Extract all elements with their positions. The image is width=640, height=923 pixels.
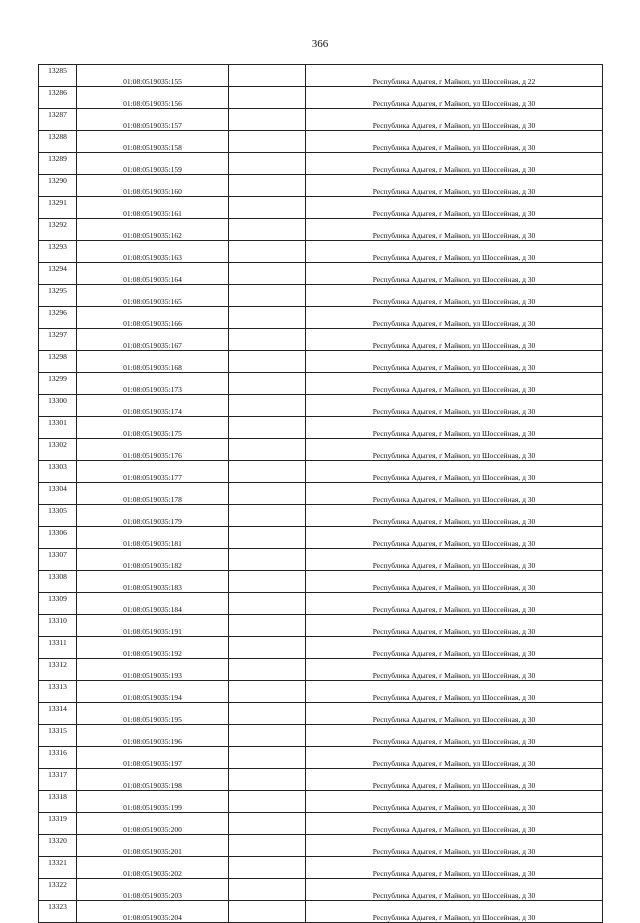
registry-table <box>38 64 603 923</box>
empty-cell <box>229 329 306 351</box>
cadastral-number-cell: 01:08:0519035:177 <box>77 461 229 483</box>
empty-cell <box>229 439 306 461</box>
address-cell: Республика Адыгея, г Майкоп, ул Шоссейная, д 30 <box>306 857 603 879</box>
empty-cell <box>229 395 306 417</box>
row-number-cell: 13312 <box>39 659 77 681</box>
empty-cell <box>229 285 306 307</box>
table-row <box>39 329 603 351</box>
row-number-cell: 13291 <box>39 197 77 219</box>
row-number-cell: 13311 <box>39 637 77 659</box>
cadastral-number-cell: 01:08:0519035:194 <box>77 681 229 703</box>
empty-cell <box>229 307 306 329</box>
address-cell: Республика Адыгея, г Майкоп, ул Шоссейная, д 30 <box>306 329 603 351</box>
row-number-cell: 13304 <box>39 483 77 505</box>
cadastral-number-cell: 01:08:0519035:166 <box>77 307 229 329</box>
empty-cell <box>229 593 306 615</box>
empty-cell <box>229 571 306 593</box>
empty-cell <box>229 131 306 153</box>
address-cell: Республика Адыгея, г Майкоп, ул Шоссейная, д 30 <box>306 615 603 637</box>
empty-cell <box>229 681 306 703</box>
cadastral-number-cell: 01:08:0519035:191 <box>77 615 229 637</box>
address-cell: Республика Адыгея, г Майкоп, ул Шоссейная, д 30 <box>306 483 603 505</box>
row-number-cell: 13315 <box>39 725 77 747</box>
cadastral-number-cell: 01:08:0519035:163 <box>77 241 229 263</box>
table-row <box>39 571 603 593</box>
table-row <box>39 241 603 263</box>
table-row <box>39 593 603 615</box>
table-row <box>39 153 603 175</box>
empty-cell <box>229 175 306 197</box>
row-number-cell: 13318 <box>39 791 77 813</box>
address-cell: Республика Адыгея, г Майкоп, ул Шоссейная, д 30 <box>306 439 603 461</box>
table-row <box>39 769 603 791</box>
cadastral-number-cell: 01:08:0519035:193 <box>77 659 229 681</box>
cadastral-number-cell: 01:08:0519035:182 <box>77 549 229 571</box>
row-number-cell: 13308 <box>39 571 77 593</box>
cadastral-number-cell: 01:08:0519035:157 <box>77 109 229 131</box>
row-number-cell: 13316 <box>39 747 77 769</box>
empty-cell <box>229 373 306 395</box>
empty-cell <box>229 241 306 263</box>
table-row <box>39 87 603 109</box>
address-cell: Республика Адыгея, г Майкоп, ул Шоссейная, д 30 <box>306 197 603 219</box>
table-row <box>39 791 603 813</box>
table-row <box>39 65 603 87</box>
row-number-cell: 13320 <box>39 835 77 857</box>
empty-cell <box>229 109 306 131</box>
address-cell: Республика Адыгея, г Майкоп, ул Шоссейная, д 30 <box>306 417 603 439</box>
cadastral-number-cell: 01:08:0519035:204 <box>77 901 229 923</box>
table-row <box>39 417 603 439</box>
address-cell: Республика Адыгея, г Майкоп, ул Шоссейная, д 30 <box>306 571 603 593</box>
row-number-cell: 13288 <box>39 131 77 153</box>
row-number-cell: 13302 <box>39 439 77 461</box>
empty-cell <box>229 505 306 527</box>
address-cell: Республика Адыгея, г Майкоп, ул Шоссейная, д 30 <box>306 879 603 901</box>
empty-cell <box>229 879 306 901</box>
empty-cell <box>229 153 306 175</box>
address-cell: Республика Адыгея, г Майкоп, ул Шоссейная, д 30 <box>306 373 603 395</box>
registry-table-body <box>39 65 603 923</box>
row-number-cell: 13307 <box>39 549 77 571</box>
address-cell: Республика Адыгея, г Майкоп, ул Шоссейная, д 30 <box>306 791 603 813</box>
address-cell: Республика Адыгея, г Майкоп, ул Шоссейная, д 30 <box>306 659 603 681</box>
cadastral-number-cell: 01:08:0519035:168 <box>77 351 229 373</box>
cadastral-number-cell: 01:08:0519035:156 <box>77 87 229 109</box>
table-row <box>39 857 603 879</box>
row-number-cell: 13289 <box>39 153 77 175</box>
table-row <box>39 505 603 527</box>
address-cell: Республика Адыгея, г Майкоп, ул Шоссейная, д 30 <box>306 901 603 923</box>
empty-cell <box>229 461 306 483</box>
cadastral-number-cell: 01:08:0519035:198 <box>77 769 229 791</box>
table-row <box>39 461 603 483</box>
table-row <box>39 637 603 659</box>
cadastral-number-cell: 01:08:0519035:195 <box>77 703 229 725</box>
cadastral-number-cell: 01:08:0519035:200 <box>77 813 229 835</box>
row-number-cell: 13286 <box>39 87 77 109</box>
row-number-cell: 13292 <box>39 219 77 241</box>
address-cell: Республика Адыгея, г Майкоп, ул Шоссейная, д 30 <box>306 285 603 307</box>
row-number-cell: 13303 <box>39 461 77 483</box>
table-row <box>39 131 603 153</box>
address-cell: Республика Адыгея, г Майкоп, ул Шоссейная, д 22 <box>306 65 603 87</box>
address-cell: Республика Адыгея, г Майкоп, ул Шоссейная, д 30 <box>306 263 603 285</box>
empty-cell <box>229 725 306 747</box>
address-cell: Республика Адыгея, г Майкоп, ул Шоссейная, д 30 <box>306 813 603 835</box>
address-cell: Республика Адыгея, г Майкоп, ул Шоссейная, д 30 <box>306 109 603 131</box>
row-number-cell: 13297 <box>39 329 77 351</box>
address-cell: Республика Адыгея, г Майкоп, ул Шоссейная, д 30 <box>306 549 603 571</box>
cadastral-number-cell: 01:08:0519035:178 <box>77 483 229 505</box>
page-number: 366 <box>311 38 329 50</box>
address-cell: Республика Адыгея, г Майкоп, ул Шоссейная, д 30 <box>306 725 603 747</box>
table-row <box>39 439 603 461</box>
row-number-cell: 13322 <box>39 879 77 901</box>
table-row <box>39 681 603 703</box>
table-row <box>39 197 603 219</box>
table-row <box>39 219 603 241</box>
cadastral-number-cell: 01:08:0519035:203 <box>77 879 229 901</box>
row-number-cell: 13293 <box>39 241 77 263</box>
cadastral-number-cell: 01:08:0519035:167 <box>77 329 229 351</box>
cadastral-number-cell: 01:08:0519035:161 <box>77 197 229 219</box>
row-number-cell: 13305 <box>39 505 77 527</box>
address-cell: Республика Адыгея, г Майкоп, ул Шоссейная, д 30 <box>306 593 603 615</box>
row-number-cell: 13321 <box>39 857 77 879</box>
cadastral-number-cell: 01:08:0519035:175 <box>77 417 229 439</box>
cadastral-number-cell: 01:08:0519035:199 <box>77 791 229 813</box>
row-number-cell: 13313 <box>39 681 77 703</box>
address-cell: Республика Адыгея, г Майкоп, ул Шоссейная, д 30 <box>306 175 603 197</box>
table-row <box>39 703 603 725</box>
empty-cell <box>229 197 306 219</box>
cadastral-number-cell: 01:08:0519035:201 <box>77 835 229 857</box>
table-row <box>39 351 603 373</box>
row-number-cell: 13301 <box>39 417 77 439</box>
empty-cell <box>229 637 306 659</box>
address-cell: Республика Адыгея, г Майкоп, ул Шоссейная, д 30 <box>306 637 603 659</box>
table-row <box>39 747 603 769</box>
empty-cell <box>229 615 306 637</box>
row-number-cell: 13299 <box>39 373 77 395</box>
table-row <box>39 615 603 637</box>
table-row <box>39 307 603 329</box>
table-row <box>39 725 603 747</box>
address-cell: Республика Адыгея, г Майкоп, ул Шоссейная, д 30 <box>306 395 603 417</box>
row-number-cell: 13310 <box>39 615 77 637</box>
row-number-cell: 13295 <box>39 285 77 307</box>
table-row <box>39 549 603 571</box>
empty-cell <box>229 87 306 109</box>
empty-cell <box>229 263 306 285</box>
empty-cell <box>229 417 306 439</box>
address-cell: Республика Адыгея, г Майкоп, ул Шоссейная, д 30 <box>306 835 603 857</box>
cadastral-number-cell: 01:08:0519035:183 <box>77 571 229 593</box>
address-cell: Республика Адыгея, г Майкоп, ул Шоссейная, д 30 <box>306 153 603 175</box>
empty-cell <box>229 527 306 549</box>
row-number-cell: 13285 <box>39 65 77 87</box>
row-number-cell: 13294 <box>39 263 77 285</box>
address-cell: Республика Адыгея, г Майкоп, ул Шоссейная, д 30 <box>306 87 603 109</box>
address-cell: Республика Адыгея, г Майкоп, ул Шоссейная, д 30 <box>306 219 603 241</box>
row-number-cell: 13287 <box>39 109 77 131</box>
row-number-cell: 13296 <box>39 307 77 329</box>
cadastral-number-cell: 01:08:0519035:159 <box>77 153 229 175</box>
empty-cell <box>229 835 306 857</box>
empty-cell <box>229 65 306 87</box>
address-cell: Республика Адыгея, г Майкоп, ул Шоссейная, д 30 <box>306 131 603 153</box>
address-cell: Республика Адыгея, г Майкоп, ул Шоссейная, д 30 <box>306 307 603 329</box>
table-row <box>39 175 603 197</box>
cadastral-number-cell: 01:08:0519035:192 <box>77 637 229 659</box>
empty-cell <box>229 483 306 505</box>
table-row <box>39 395 603 417</box>
table-row <box>39 901 603 923</box>
address-cell: Республика Адыгея, г Майкоп, ул Шоссейная, д 30 <box>306 351 603 373</box>
cadastral-number-cell: 01:08:0519035:164 <box>77 263 229 285</box>
empty-cell <box>229 813 306 835</box>
address-cell: Республика Адыгея, г Майкоп, ул Шоссейная, д 30 <box>306 703 603 725</box>
table-row <box>39 659 603 681</box>
cadastral-number-cell: 01:08:0519035:179 <box>77 505 229 527</box>
row-number-cell: 13317 <box>39 769 77 791</box>
cadastral-number-cell: 01:08:0519035:196 <box>77 725 229 747</box>
table-row <box>39 263 603 285</box>
address-cell: Республика Адыгея, г Майкоп, ул Шоссейная, д 30 <box>306 681 603 703</box>
table-row <box>39 483 603 505</box>
table-row <box>39 835 603 857</box>
row-number-cell: 13323 <box>39 901 77 923</box>
empty-cell <box>229 703 306 725</box>
cadastral-number-cell: 01:08:0519035:173 <box>77 373 229 395</box>
address-cell: Республика Адыгея, г Майкоп, ул Шоссейная, д 30 <box>306 461 603 483</box>
empty-cell <box>229 791 306 813</box>
cadastral-number-cell: 01:08:0519035:162 <box>77 219 229 241</box>
cadastral-number-cell: 01:08:0519035:155 <box>77 65 229 87</box>
empty-cell <box>229 769 306 791</box>
row-number-cell: 13306 <box>39 527 77 549</box>
cadastral-number-cell: 01:08:0519035:158 <box>77 131 229 153</box>
address-cell: Республика Адыгея, г Майкоп, ул Шоссейная, д 30 <box>306 527 603 549</box>
address-cell: Республика Адыгея, г Майкоп, ул Шоссейная, д 30 <box>306 505 603 527</box>
address-cell: Республика Адыгея, г Майкоп, ул Шоссейная, д 30 <box>306 241 603 263</box>
cadastral-number-cell: 01:08:0519035:165 <box>77 285 229 307</box>
table-row <box>39 109 603 131</box>
address-cell: Республика Адыгея, г Майкоп, ул Шоссейная, д 30 <box>306 747 603 769</box>
table-row <box>39 527 603 549</box>
empty-cell <box>229 549 306 571</box>
cadastral-number-cell: 01:08:0519035:160 <box>77 175 229 197</box>
empty-cell <box>229 857 306 879</box>
row-number-cell: 13290 <box>39 175 77 197</box>
address-cell: Республика Адыгея, г Майкоп, ул Шоссейная, д 30 <box>306 769 603 791</box>
cadastral-number-cell: 01:08:0519035:197 <box>77 747 229 769</box>
empty-cell <box>229 901 306 923</box>
empty-cell <box>229 659 306 681</box>
cadastral-number-cell: 01:08:0519035:202 <box>77 857 229 879</box>
table-row <box>39 373 603 395</box>
row-number-cell: 13314 <box>39 703 77 725</box>
cadastral-number-cell: 01:08:0519035:181 <box>77 527 229 549</box>
row-number-cell: 13300 <box>39 395 77 417</box>
row-number-cell: 13309 <box>39 593 77 615</box>
cadastral-number-cell: 01:08:0519035:184 <box>77 593 229 615</box>
row-number-cell: 13298 <box>39 351 77 373</box>
row-number-cell: 13319 <box>39 813 77 835</box>
table-row <box>39 285 603 307</box>
empty-cell <box>229 747 306 769</box>
table-row <box>39 879 603 901</box>
cadastral-number-cell: 01:08:0519035:174 <box>77 395 229 417</box>
cadastral-number-cell: 01:08:0519035:176 <box>77 439 229 461</box>
empty-cell <box>229 351 306 373</box>
table-row <box>39 813 603 835</box>
empty-cell <box>229 219 306 241</box>
